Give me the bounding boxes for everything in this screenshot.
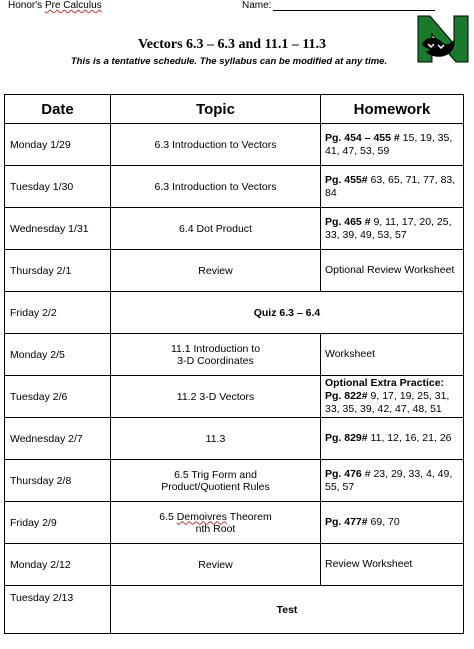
homework-page: Pg. 454 – 455 # — [325, 131, 400, 144]
homework-problems: 9, 11, 17, 20, 25, 33, 39, 49, 53, 57 — [325, 215, 452, 241]
date-cell: Monday 2/12 — [5, 544, 111, 586]
homework-cell — [321, 208, 464, 250]
homework-cell — [321, 376, 464, 418]
top-header — [0, 0, 474, 14]
date-cell: Thursday 2/1 — [5, 250, 111, 292]
date-cell: Tuesday 1/30 — [5, 166, 111, 208]
table-row — [5, 418, 464, 460]
date-cell: Friday 2/2 — [5, 292, 111, 334]
date-cell: Wednesday 1/31 — [5, 208, 111, 250]
table-row — [5, 460, 464, 502]
test-cell: Test — [111, 586, 464, 634]
table-row — [5, 502, 464, 544]
column-header-topic: Topic — [111, 95, 321, 124]
homework-problems: 69, 70 — [367, 516, 400, 528]
homework-cell — [321, 544, 464, 586]
course-name — [8, 0, 102, 11]
topic-cell: 11.2 3-D Vectors — [111, 376, 321, 418]
table-row — [5, 208, 464, 250]
date-cell: Wednesday 2/7 — [5, 418, 111, 460]
topic-cell — [111, 502, 321, 544]
homework-cell — [321, 460, 464, 502]
topic-cell: 6.4 Dot Product — [111, 208, 321, 250]
homework-cell — [321, 418, 464, 460]
page-subtitle: This is a tentative schedule. The syllabus can be modified at any time. — [70, 56, 388, 67]
homework-page: Pg. 477# — [325, 516, 368, 528]
homework-cell — [321, 250, 464, 292]
homework-page: Pg. 829# — [325, 432, 368, 444]
homework-problems: 15, 19, 35, 41, 47, 53, 59 — [325, 131, 453, 157]
homework-problems: 11, 12, 16, 21, 26 — [367, 432, 452, 444]
table-row — [5, 544, 464, 586]
topic-line-1: 11.1 Introduction to — [170, 342, 261, 355]
homework-problems: Review Worksheet — [325, 558, 413, 570]
topic-line-1: 6.5 Trig Form and — [174, 468, 257, 481]
date-cell: Tuesday 2/13 — [5, 586, 111, 634]
homework-problems: # 23, 29, 33, 4, 49, 55, 57 — [325, 467, 453, 493]
date-cell: Tuesday 2/6 — [5, 376, 111, 418]
name-blank-line — [273, 10, 435, 11]
schedule-table-wrap — [4, 94, 463, 634]
date-cell: Monday 2/5 — [5, 334, 111, 376]
column-header-date: Date — [5, 95, 111, 124]
table-row — [5, 376, 464, 418]
homework-page: Pg. 465 # — [325, 215, 371, 228]
date-cell: Friday 2/9 — [5, 502, 111, 544]
quiz-cell: Quiz 6.3 – 6.4 — [111, 292, 464, 334]
topic-line-2: 3-D Coordinates — [177, 354, 254, 367]
date-cell: Monday 1/29 — [5, 124, 111, 166]
homework-cell — [321, 124, 464, 166]
homework-problems: 9, 17, 19, 25, 31, 33, 35, 39, 42, 47, 48, 51 — [325, 390, 450, 415]
course-prefix: Honor's — [8, 0, 45, 11]
topic-cell — [111, 460, 321, 502]
date-cell: Thursday 2/8 — [5, 460, 111, 502]
topic-cell: Review — [111, 250, 321, 292]
schedule-table — [4, 94, 464, 634]
column-header-homework: Homework — [321, 95, 464, 124]
topic-cell — [111, 334, 321, 376]
homework-cell — [321, 334, 464, 376]
topic-cell: 11.3 — [111, 418, 321, 460]
homework-problems: 63, 65, 71, 77, 83, 84 — [325, 173, 456, 199]
name-label: Name: — [242, 0, 272, 11]
topic-cell: 6.3 Introduction to Vectors — [111, 166, 321, 208]
table-header-row — [5, 95, 464, 124]
topic-line-1: 6.5 Demoivres Theorem — [159, 510, 272, 523]
table-row — [5, 586, 464, 634]
topic-misspelled-word: Demoivres — [176, 510, 227, 523]
homework-cell — [321, 166, 464, 208]
homework-problems: Worksheet — [325, 348, 375, 360]
homework-heading: Optional Extra Practice: — [325, 377, 445, 389]
homework-problems: Optional Review Worksheet — [325, 264, 455, 276]
table-row — [5, 250, 464, 292]
topic-line-2: nth Root — [195, 522, 236, 535]
table-row — [5, 124, 464, 166]
topic-cell: Review — [111, 544, 321, 586]
topic-cell: 6.3 Introduction to Vectors — [111, 124, 321, 166]
table-row — [5, 292, 464, 334]
page-title: Vectors 6.3 – 6.3 and 11.1 – 11.3 — [137, 37, 327, 52]
homework-page: Pg. 476 — [325, 467, 362, 480]
table-row — [5, 334, 464, 376]
homework-page: Pg. 822# — [325, 390, 368, 402]
homework-cell — [321, 502, 464, 544]
topic-line-2: Product/Quotient Rules — [161, 480, 270, 493]
table-row — [5, 166, 464, 208]
homework-page: Pg. 455# — [325, 173, 368, 186]
course-pc: Pre Calculus — [44, 0, 102, 11]
